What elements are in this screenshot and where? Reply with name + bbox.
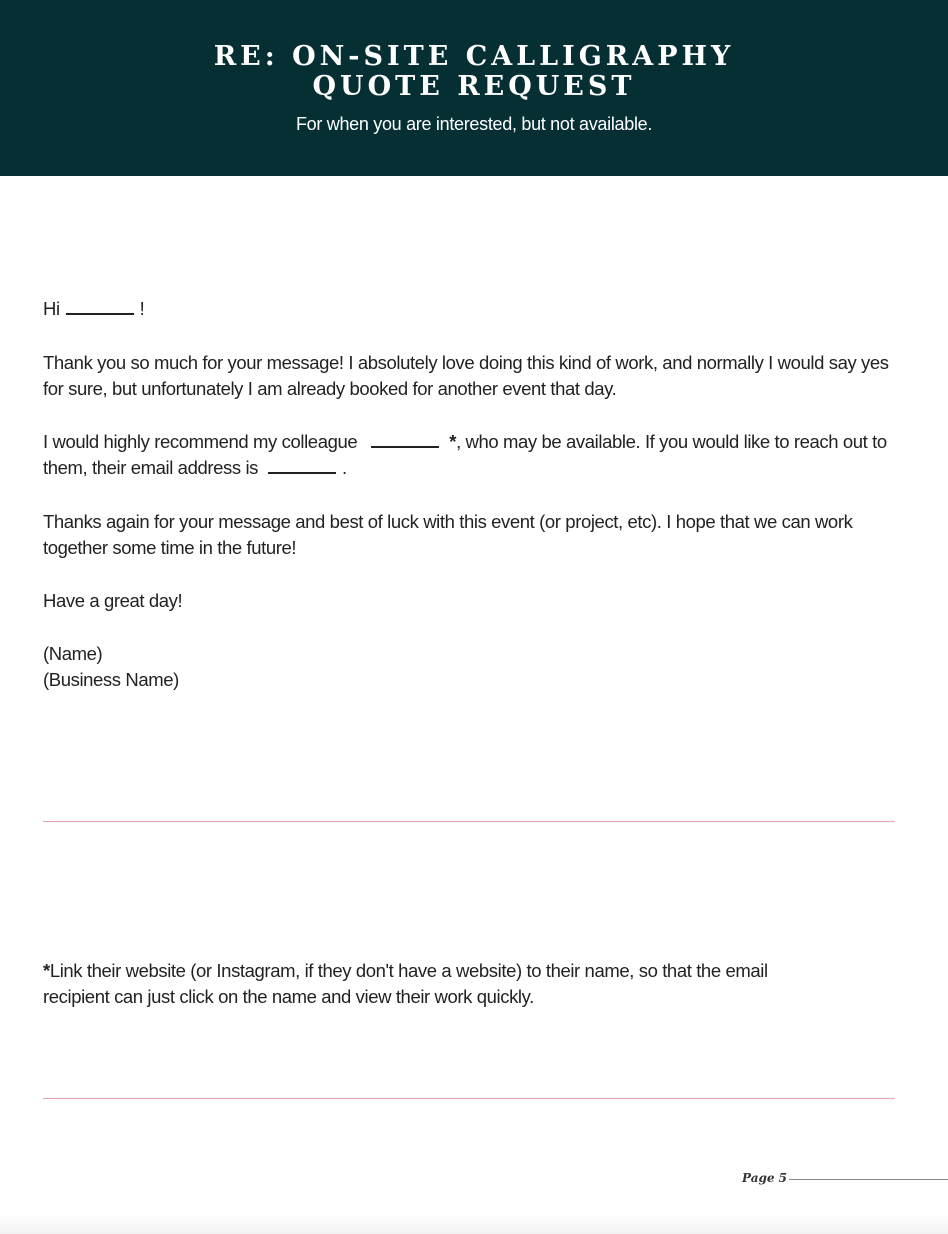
- title-line-2: QUOTE REQUEST: [312, 71, 636, 102]
- email-address-blank: [268, 472, 336, 474]
- footnote-marker: *: [449, 431, 457, 452]
- divider-bottom: [43, 1098, 895, 1099]
- page-subtitle: For when you are interested, but not available.: [295, 114, 653, 134]
- closing-line: Have a great day!: [43, 590, 183, 611]
- footnote: [43, 958, 833, 1010]
- title-line-1: RE: ON-SITE CALLIGRAPHY: [213, 41, 735, 72]
- page-bottom-shadow: [0, 1214, 948, 1234]
- footnote-text: Link their website (or Instagram, if they don't have a website) to their name, so that the email recipient can just click on the name and view their work quickly.: [43, 960, 768, 1007]
- greeting: [43, 296, 913, 322]
- recommendation-text-mid: , who may be available. If you would like to reach out to them, their email address is: [43, 431, 887, 478]
- recipient-name-blank: [66, 313, 134, 315]
- greeting-exclamation: !: [139, 298, 145, 319]
- page-number-rule: [789, 1179, 948, 1180]
- signature-block: [43, 641, 913, 693]
- recommendation-text-start: I would highly recommend my colleague: [43, 431, 358, 452]
- recommendation-text-end: .: [342, 457, 347, 478]
- page-title: [0, 42, 948, 102]
- paragraph-thanks-again: Thanks again for your message and best of luck with this event (or project, etc). I hope that we can work together some time in the future!: [43, 511, 853, 558]
- signature-business: (Business Name): [43, 669, 179, 690]
- signature-name: (Name): [43, 643, 103, 664]
- paragraph-thank-you: Thank you so much for your message! I absolutely love doing this kind of work, and normally I would say yes for sure, but unfortunately I am already booked for another event that day.: [43, 352, 889, 399]
- page-number: Page 5: [742, 1171, 788, 1185]
- divider-top: [43, 821, 895, 822]
- header-banner: [0, 0, 948, 176]
- greeting-text: Hi: [43, 298, 60, 319]
- footnote-star: *: [43, 960, 50, 981]
- paragraph-recommendation: [43, 429, 913, 481]
- colleague-name-blank: [371, 446, 439, 448]
